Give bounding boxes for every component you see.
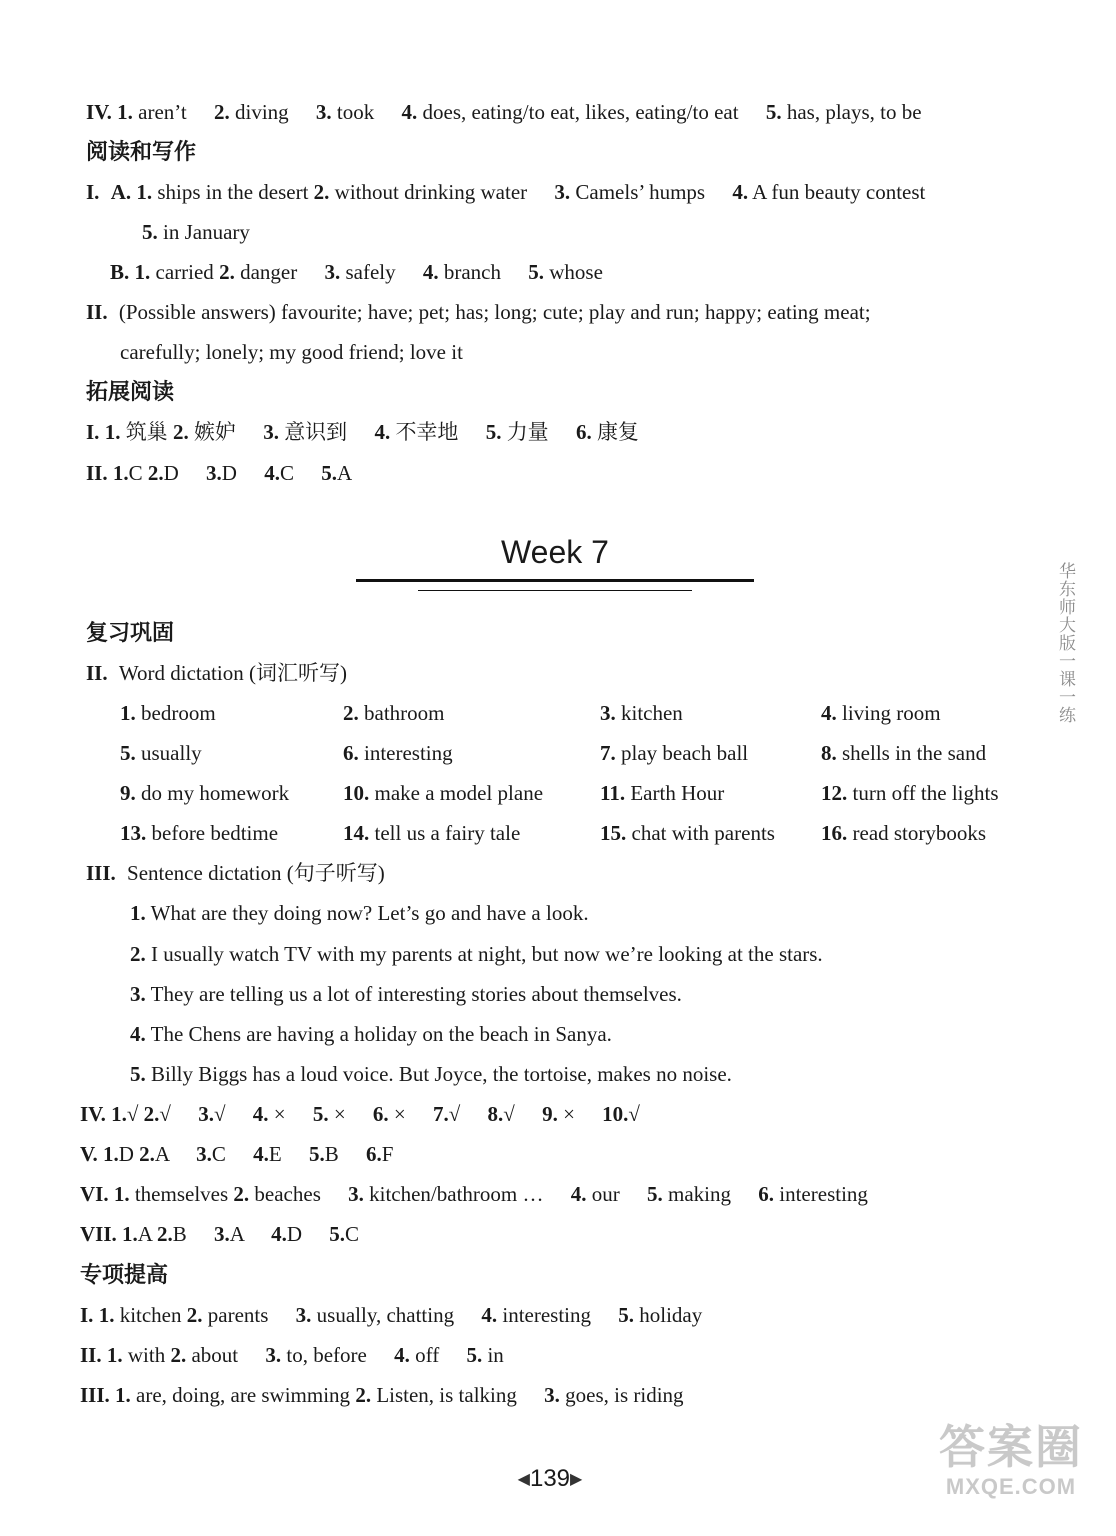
- section-label: VII.: [80, 1222, 117, 1246]
- answer-item: 1.D: [102, 1142, 134, 1166]
- answer-item: 3. to, before: [265, 1343, 367, 1367]
- answer-row-special-ii: [80, 1341, 504, 1369]
- answer-item: 5.C: [329, 1222, 359, 1246]
- word-item: 12. turn off the lights: [821, 781, 999, 805]
- answer-item: 2.D: [147, 461, 179, 485]
- sentence-item: 4. The Chens are having a holiday on the beach in Sanya.: [130, 1022, 612, 1046]
- answer-item: 5. holiday: [618, 1303, 703, 1327]
- watermark-logo-text: 答案圈: [939, 1421, 1083, 1473]
- answer-item: 1.A: [122, 1222, 152, 1246]
- answer-row-special-iii: [80, 1381, 684, 1409]
- answer-item: 2.√: [143, 1102, 171, 1126]
- answer-item: 2.A: [139, 1142, 169, 1166]
- answer-row-review-vi: [80, 1180, 868, 1208]
- answer-item: 6.F: [366, 1142, 394, 1166]
- answer-row-review-iv: [80, 1100, 640, 1128]
- answer-item: 2. beaches: [233, 1182, 321, 1206]
- section-label: II.: [86, 300, 108, 324]
- section-heading-review: 复习巩固: [86, 620, 175, 645]
- answer-item: 5. in January: [142, 220, 250, 244]
- answer-item: 4. interesting: [481, 1303, 592, 1327]
- word-item: 5. usually: [120, 741, 202, 765]
- section-label: I.: [86, 420, 100, 444]
- word-item: 3. kitchen: [600, 701, 683, 725]
- sentence-item: 1. What are they doing now? Let’s go and have a look.: [130, 901, 589, 925]
- answer-item: 1.C: [112, 461, 143, 485]
- answer-item: 1. are, doing, are swimming: [115, 1383, 351, 1407]
- word-item: 15. chat with parents: [600, 821, 775, 845]
- answer-item: 5. 力量: [485, 420, 549, 444]
- part-label: A.: [110, 180, 132, 204]
- answer-item: 3. 意识到: [263, 420, 348, 444]
- section-label: I.: [86, 180, 100, 204]
- sentence-item: 5. Billy Biggs has a loud voice. But Joyce, the tortoise, makes no noise.: [130, 1062, 732, 1086]
- word-item: 7. play beach ball: [600, 741, 749, 765]
- section-label: I.: [80, 1303, 94, 1327]
- part-label: B.: [110, 260, 130, 284]
- answer-item: 2. without drinking water: [313, 180, 528, 204]
- answer-item: 3. usually, chatting: [295, 1303, 455, 1327]
- answer-item: 5. whose: [528, 260, 603, 284]
- section-title: Word dictation (词汇听写): [118, 661, 347, 685]
- answer-item: 1. kitchen: [98, 1303, 182, 1327]
- answer-row-reading-ii: [86, 298, 871, 326]
- answer-item: 3. safely: [324, 260, 396, 284]
- answer-item: 3.√: [198, 1102, 226, 1126]
- answer-item: 4. branch: [422, 260, 501, 284]
- answer-item: 2. 嫉妒: [172, 420, 236, 444]
- section-heading-extended-reading: 拓展阅读: [86, 379, 175, 404]
- answer-item: 4.D: [271, 1222, 302, 1246]
- answer-row-reading-ii-cont: carefully; lonely; my good friend; love it: [120, 340, 463, 364]
- sentence-item: 3. They are telling us a lot of interesting stories about themselves.: [130, 982, 682, 1006]
- answer-item: 6. interesting: [758, 1182, 868, 1206]
- answer-item: 2. about: [170, 1343, 239, 1367]
- section-label: III.: [80, 1383, 110, 1407]
- answer-item: 5.B: [309, 1142, 339, 1166]
- section-label: II.: [86, 661, 108, 685]
- answer-item: 5. has, plays, to be: [765, 100, 922, 124]
- answer-item: 4. our: [570, 1182, 620, 1206]
- side-book-title: 华东师大版一课一练: [1055, 562, 1075, 724]
- word-item: 4. living room: [821, 701, 941, 725]
- title-rule-thick: [356, 579, 754, 582]
- section-label: V.: [80, 1142, 98, 1166]
- answer-row-extended-i: [86, 418, 639, 446]
- answer-item: 2. danger: [219, 260, 298, 284]
- triangle-right-icon: ▶: [570, 1471, 583, 1488]
- answer-item: 2.B: [157, 1222, 187, 1246]
- answer-item: 5. making: [647, 1182, 732, 1206]
- answer-item: 7.√: [433, 1102, 461, 1126]
- answer-item: 4.E: [253, 1142, 282, 1166]
- title-rule-thin: [418, 590, 692, 591]
- section-label: II.: [86, 461, 108, 485]
- section-label: IV.: [80, 1102, 106, 1126]
- answer-item: 1. ships in the desert: [136, 180, 309, 204]
- answer-row-review-vii: [80, 1220, 359, 1248]
- answer-item: 5.A: [321, 461, 353, 485]
- answer-item: 1. with: [106, 1343, 166, 1367]
- word-item: 6. interesting: [343, 741, 453, 765]
- answer-item: 5. in: [466, 1343, 504, 1367]
- answer-row-review-v: [80, 1140, 393, 1168]
- section-label: IV.: [86, 100, 112, 124]
- section-heading-special: 专项提高: [80, 1262, 169, 1287]
- answer-item: 1. carried: [134, 260, 214, 284]
- answer-item: 3.D: [206, 461, 237, 485]
- answer-item: 2. Listen, is talking: [355, 1383, 517, 1407]
- answer-item: 4.C: [264, 461, 294, 485]
- word-item: 16. read storybooks: [821, 821, 987, 845]
- answer-item: 8.√: [487, 1102, 515, 1126]
- answer-item: 9. ×: [542, 1102, 575, 1126]
- answer-item: 3. Camels’ humps: [554, 180, 706, 204]
- answer-item: 5. ×: [312, 1102, 346, 1126]
- word-item: 11. Earth Hour: [600, 781, 725, 805]
- answer-item: 6. 康复: [575, 420, 639, 444]
- section-heading-reading-writing: 阅读和写作: [86, 139, 197, 164]
- answer-row-reading-a-cont: [142, 218, 250, 246]
- triangle-left-icon: ◀: [517, 1471, 530, 1488]
- answer-item: 10.√: [602, 1102, 640, 1126]
- answer-item: 4. does, eating/to eat, likes, eating/to eat: [401, 100, 739, 124]
- answer-item: 3. goes, is riding: [544, 1383, 684, 1407]
- word-item: 13. before bedtime: [120, 821, 279, 845]
- answer-row-review-ii-title: [86, 659, 347, 687]
- answer-item: 4. off: [394, 1343, 440, 1367]
- week-title: Week 7: [501, 534, 609, 570]
- answer-item: 1. 筑巢: [104, 420, 168, 444]
- word-item: 14. tell us a fairy tale: [343, 821, 521, 845]
- answer-row-review-iii-title: [86, 859, 385, 887]
- sentence-item: 2. I usually watch TV with my parents at night, but now we’re looking at the stars.: [130, 942, 823, 966]
- answer-item: 2. diving: [213, 100, 289, 124]
- answer-item: 1.√: [111, 1102, 139, 1126]
- watermark: [916, 1420, 1106, 1500]
- answer-item: 6. ×: [372, 1102, 406, 1126]
- word-item: 9. do my homework: [120, 781, 290, 805]
- answer-item: 3.A: [214, 1222, 244, 1246]
- page-number-text: 139: [529, 1465, 571, 1492]
- answer-row-iv-top: [86, 98, 922, 126]
- word-item: 1. bedroom: [120, 701, 216, 725]
- answer-text: (Possible answers) favourite; have; pet; has; long; cute; play and run; happy; eating meat;: [118, 300, 871, 324]
- section-label: II.: [80, 1343, 102, 1367]
- word-item: 8. shells in the sand: [821, 741, 987, 765]
- watermark-url: MXQE.COM: [945, 1474, 1077, 1499]
- section-title: Sentence dictation (句子听写): [127, 861, 385, 885]
- word-item: 2. bathroom: [343, 701, 445, 725]
- answer-item: 4. A fun beauty contest: [732, 180, 926, 204]
- answer-item: 1. themselves: [113, 1182, 229, 1206]
- answer-item: 1. aren’t: [117, 100, 187, 124]
- section-label: VI.: [80, 1182, 109, 1206]
- section-label: III.: [86, 861, 116, 885]
- answer-row-extended-ii: [86, 459, 352, 487]
- answer-item: 3. kitchen/bathroom …: [348, 1182, 544, 1206]
- answer-row-reading-b: [110, 258, 603, 286]
- answer-item: 4. 不幸地: [374, 420, 459, 444]
- answer-item: 2. parents: [186, 1303, 269, 1327]
- answer-row-reading-a: [86, 178, 925, 206]
- word-item: 10. make a model plane: [343, 781, 544, 805]
- answer-item: 3.C: [196, 1142, 226, 1166]
- answer-row-special-i: [80, 1301, 702, 1329]
- answer-item: 4. ×: [252, 1102, 286, 1126]
- answer-item: 3. took: [315, 100, 375, 124]
